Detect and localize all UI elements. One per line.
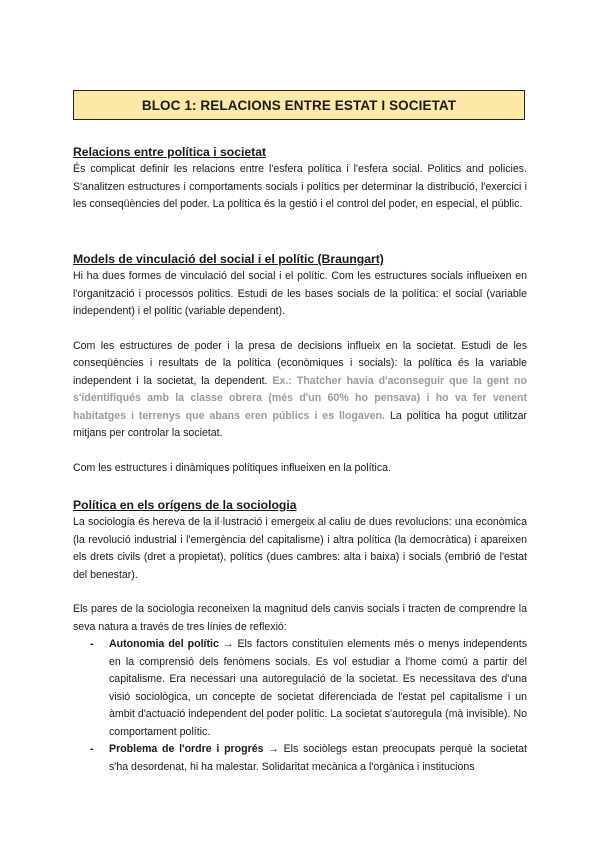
paragraph: És complicat definir les relacions entre l'esfera política i l'esfera social. Politics and policies. S'analitzen estructures i comportaments socials i polítics per determinar la distribució, l'exercici i les conseqüències del poder. La política és la gestió i el control del poder, en especial, el públic.: [73, 163, 527, 210]
section-heading: Política en els orígens de la sociologia: [73, 498, 297, 512]
section-origens: [73, 496, 527, 776]
paragraph: La sociologia és hereva de la il·lustració i emergeix al caliu de dues revolucions: una econòmica (la revolució industrial i l'emergència del capitalisme) i altra política (la democràtica) i apareixen els drets civils (dret a propietat), polítics (dues cambres: alta i baixa) i socials (embrió de l'estat del benestar).: [73, 516, 527, 581]
list-item: [73, 636, 527, 741]
example-text: Ex.: Thatcher havia d'aconseguir que la gent no s'identifiqués amb la classe obrera (més d'un 60% ho pensava) i ho va fer venent habitatges i terrenys que abans eren públics i es llogaven.: [73, 374, 527, 422]
arrow-icon: →: [263, 743, 284, 755]
reflection-list: [73, 636, 527, 776]
section-relacions: [73, 143, 527, 214]
arrow-icon: →: [218, 638, 238, 650]
list-dash: -: [90, 743, 94, 755]
list-item-text: Els sociòlegs estan preocupats perquè la societat s'ha desordenat, hi ha malestar. Solidaritat mecànica a l'orgànica i institucions: [109, 743, 527, 773]
bloc-title: BLOC 1: RELACIONS ENTRE ESTAT I SOCIETAT: [73, 90, 525, 120]
list-item-term: Problema de l'ordre i progrés: [109, 743, 264, 755]
paragraph: Hi ha dues formes de vinculació del social i el polític. Com les estructures socials influeixen en l'organització i processos polítics. Estudi de les bases socials de la política: el social (variable independent) i el polític (variable dependent).: [73, 270, 527, 317]
section-models: [73, 250, 527, 477]
list-dash: -: [90, 638, 94, 650]
list-item-term: Autonomia del polític: [109, 638, 219, 650]
paragraph-text: La política ha pogut utilitzar mitjans per controlar la societat.: [73, 409, 528, 439]
paragraph-text: Com les estructures de poder i la presa de decisions influeix en la societat. Estudi de les conseqüències i resultats de la política (econòmiques i socials): la política és la variable independent i la societat, la dependent.: [73, 339, 527, 387]
section-heading: Relacions entre política i societat: [73, 145, 267, 159]
paragraph: Els pares de la sociologia reconeixen la magnitud dels canvis socials i tracten de comprendre la seva natura a través de tres línies de reflexió:: [73, 603, 527, 633]
list-item-text: Els factors constituïen elements més o menys independents en la comprensió dels fenòmens socials. Es vol estudiar a l'home comú a partir del capitalisme. Era necessari una autoregulació de la societat. Es necessitava des d'una visió sociològica, un concepte de societat diferenciada de l'estat pel capitalisme i un àmbit d'actuació independent del poder polític. La societat s'autoregula (mà invisible). No comportament polític.: [109, 638, 528, 738]
paragraph-with-example: [73, 338, 527, 443]
list-item: [73, 741, 527, 776]
paragraph: Com les estructures i dinàmiques polítiques influeixen en la política.: [73, 461, 391, 474]
section-heading: Models de vinculació del social i el polític (Braungart): [73, 252, 384, 266]
